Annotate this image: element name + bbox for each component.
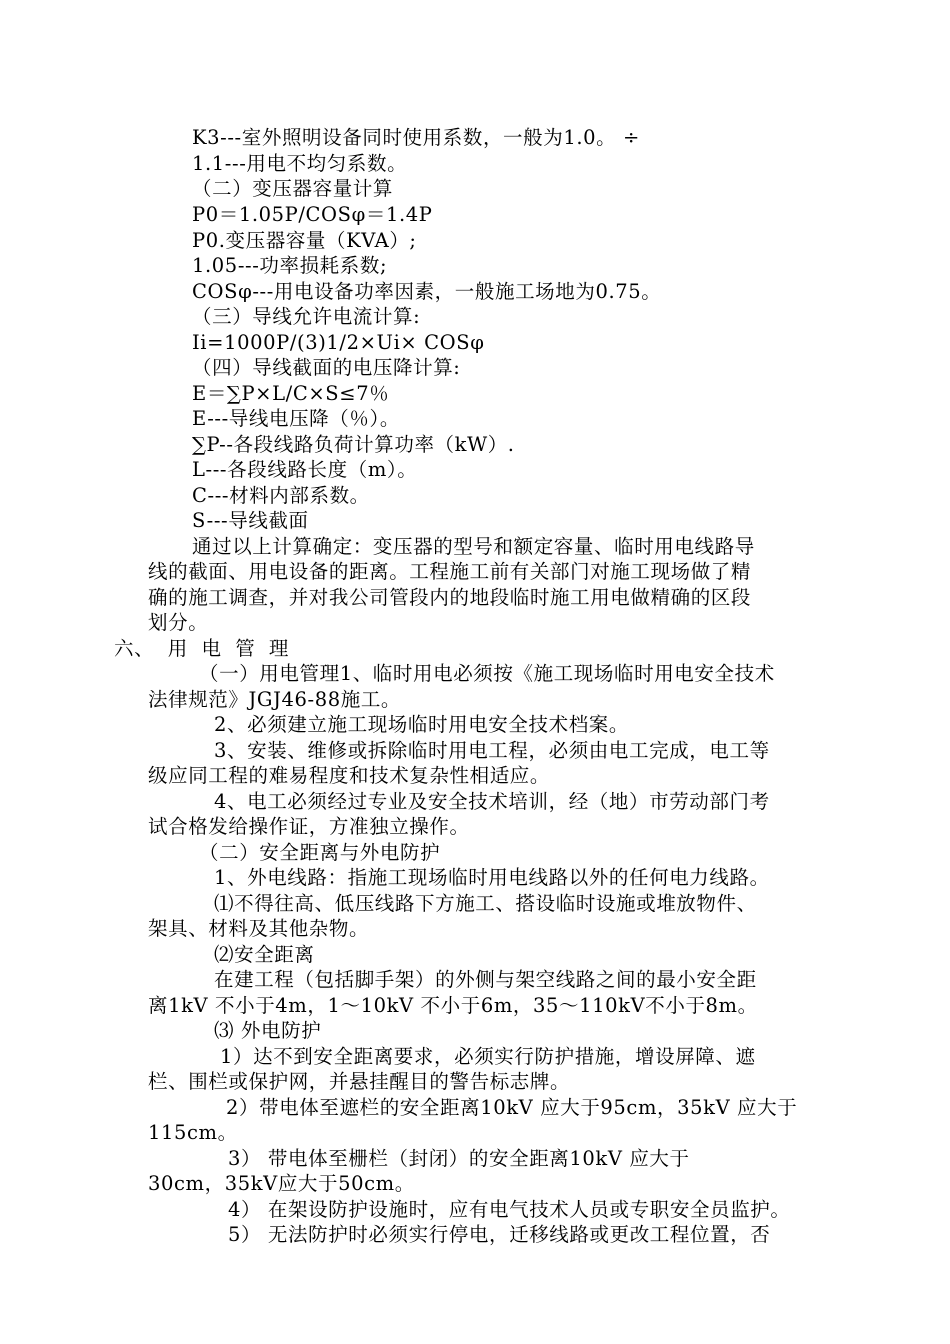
paragraph-line: 4） 在架设防护设施时，应有电气技术人员或专职安全员监护。 <box>228 1198 791 1221</box>
paragraph-line: 2、必须建立施工现场临时用电安全技术档案。 <box>214 713 630 736</box>
text-line: L---各段线路长度（m）。 <box>192 458 418 481</box>
paragraph-line: 通过以上计算确定：变压器的型号和额定容量、临时用电线路导 <box>192 535 755 558</box>
paragraph-line: 1、外电线路：指施工现场临时用电线路以外的任何电力线路。 <box>214 866 770 889</box>
paragraph-line: 在建工程（包括脚手架）的外侧与架空线路之间的最小安全距 <box>214 968 757 991</box>
paragraph-line: 划分。 <box>148 611 209 634</box>
paragraph-line: ⑴不得往高、低压线路下方施工、搭设临时设施或堆放物件、 <box>214 892 757 915</box>
text-line: P0.变压器容量（KVA）; <box>192 229 417 252</box>
text-line: S---导线截面 <box>192 509 309 532</box>
paragraph-line: 架具、材料及其他杂物。 <box>148 917 370 940</box>
paragraph-line: 级应同工程的难易程度和技术复杂性相适应。 <box>148 764 551 787</box>
paragraph-line: 栏、围栏或保护网，并悬挂醒目的警告标志牌。 <box>148 1070 571 1093</box>
paragraph-line: 115cm。 <box>148 1121 238 1144</box>
paragraph-line: 线的截面、用电设备的距离。工程施工前有关部门对施工现场做了精 <box>148 560 752 583</box>
paragraph-line: 确的施工调查，并对我公司管段内的地段临时施工用电做精确的区段 <box>148 586 752 609</box>
text-line: E---导线电压降（％）。 <box>192 407 400 430</box>
paragraph-line: 试合格发给操作证，方准独立操作。 <box>148 815 470 838</box>
paragraph-line: 30cm，35kV应大于50cm。 <box>148 1172 415 1195</box>
paragraph-line: 离1kV 不小于4m，1～10kV 不小于6m，35～110kV不小于8m。 <box>148 994 758 1017</box>
chapter-heading: 六、 用 电 管 理 <box>114 637 289 660</box>
text-line: C---材料内部系数。 <box>192 484 370 507</box>
paragraph-line: 2）带电体至遮栏的安全距离10kV 应大于95cm，35kV 应大于 <box>226 1096 798 1119</box>
paragraph-line: 3、安装、维修或拆除临时用电工程，必须由电工完成，电工等 <box>214 739 770 762</box>
paragraph-line: 3） 带电体至栅栏（封闭）的安全距离10kV 应大于 <box>228 1147 690 1170</box>
text-line: ∑P--各段线路负荷计算功率（kW）. <box>192 433 515 456</box>
formula-line: Ii=1000P/(3)1/2×Ui× COSφ <box>192 331 485 354</box>
formula-line: P0＝1.05P/COSφ＝1.4P <box>192 203 433 226</box>
section-heading: （三）导线允许电流计算: <box>192 305 421 328</box>
text-line: 1.1---用电不均匀系数。 <box>192 152 408 175</box>
text-line: COSφ---用电设备功率因素，一般施工场地为0.75。 <box>192 280 662 303</box>
paragraph-line: 法律规范》JGJ46-88施工。 <box>148 688 402 711</box>
section-heading: （二）安全距离与外电防护 <box>199 841 441 864</box>
paragraph-line: ⑶ 外电防护 <box>214 1019 322 1042</box>
paragraph-line: 1）达不到安全距离要求，必须实行防护措施，增设屏障、遮 <box>220 1045 756 1068</box>
paragraph-line: ⑵安全距离 <box>214 943 315 966</box>
formula-line: E＝∑P×L/C×S≤7％ <box>192 382 390 405</box>
section-heading: （四）导线截面的电压降计算: <box>192 356 461 379</box>
paragraph-line: 4、电工必须经过专业及安全技术培训，经（地）市劳动部门考 <box>214 790 770 813</box>
paragraph-line: （一）用电管理1、临时用电必须按《施工现场临时用电安全技术 <box>199 662 775 685</box>
text-line: K3---室外照明设备同时使用系数，一般为1.0。 ÷ <box>192 126 640 149</box>
paragraph-line: 5） 无法防护时必须实行停电，迁移线路或更改工程位置，否 <box>228 1223 771 1246</box>
section-heading: （二）变压器容量计算 <box>192 177 394 200</box>
text-line: 1.05---功率损耗系数; <box>192 254 388 277</box>
